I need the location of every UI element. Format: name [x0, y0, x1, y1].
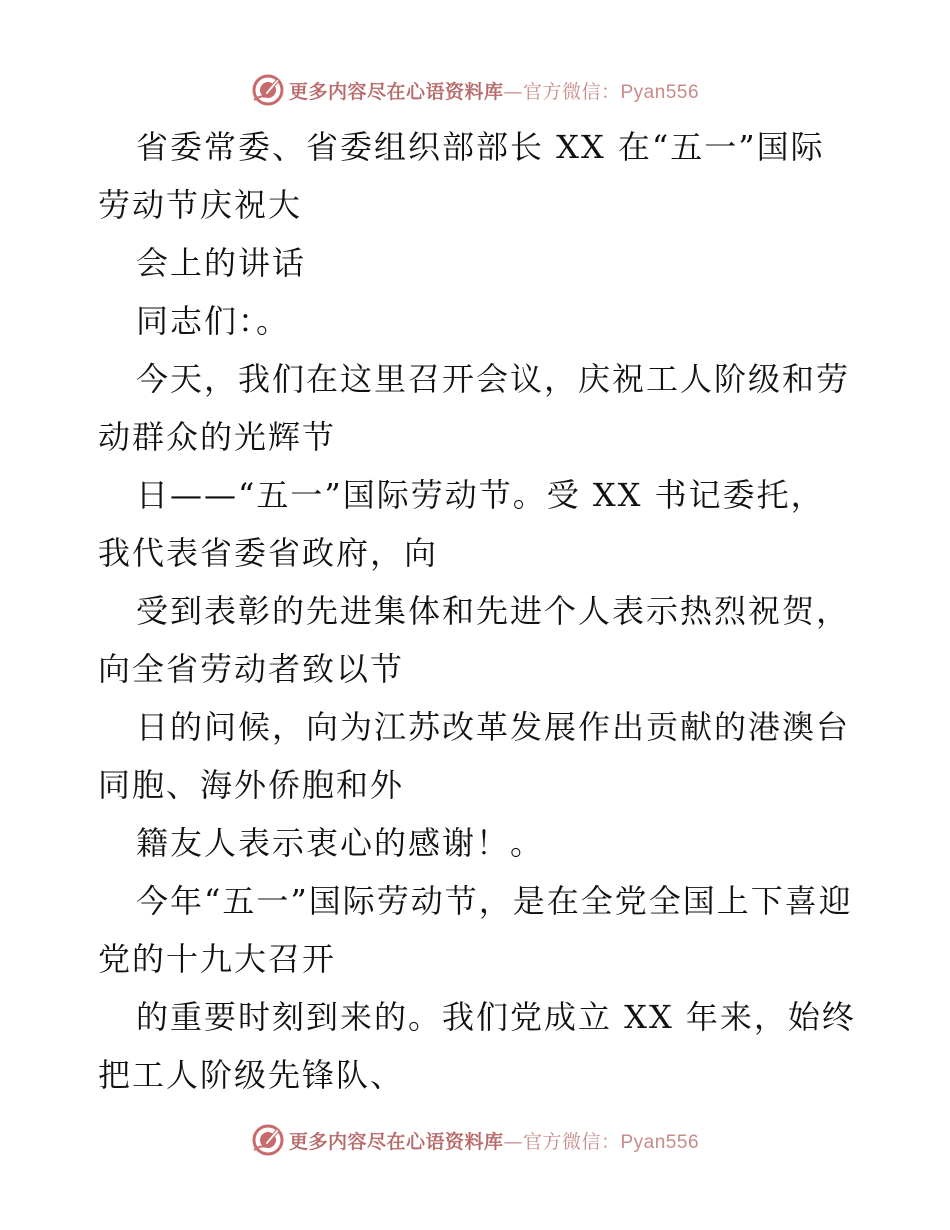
watermark-dash: — — [503, 80, 523, 103]
paragraph-body: 受到表彰的先进集体和先进个人表示热烈祝贺，向全省劳动者致以节 — [98, 592, 851, 688]
footer-watermark — [0, 1120, 950, 1160]
document-body — [98, 118, 858, 1104]
header-watermark — [0, 70, 950, 110]
paragraph-title-line-2: 会上的讲话 — [136, 244, 307, 282]
pen-logo-icon — [251, 73, 285, 107]
paragraph-salutation: 同志们：。 — [136, 302, 291, 340]
watermark-text — [289, 1127, 699, 1154]
paragraph-body: 的重要时刻到来的。我们党成立 XX 年来，始终把工人阶级先锋队、 — [98, 998, 856, 1094]
watermark-dash: — — [503, 1130, 523, 1153]
watermark-main: 更多内容尽在心语资料库 — [288, 80, 504, 103]
watermark-official: 官方微信： — [522, 80, 621, 103]
paragraph-body: 日的问候，向为江苏改革发展作出贡献的港澳台同胞、海外侨胞和外 — [98, 708, 851, 804]
watermark-text — [289, 77, 699, 104]
pen-logo-icon — [251, 1123, 285, 1157]
watermark-main: 更多内容尽在心语资料库 — [288, 1130, 504, 1153]
paragraph-body: 籍友人表示衷心的感谢！。 — [136, 824, 545, 862]
watermark-official: 官方微信： — [522, 1130, 621, 1153]
watermark-handle: Pyan556 — [620, 1131, 700, 1153]
paragraph-body: 今年“五一”国际劳动节，是在全党全国上下喜迎党的十九大召开 — [98, 882, 853, 978]
paragraph-body: 今天，我们在这里召开会议，庆祝工人阶级和劳动群众的光辉节 — [98, 360, 851, 456]
paragraph-body: 日——“五一”国际劳动节。受 XX 书记委托，我代表省委省政府，向 — [98, 476, 825, 572]
watermark-handle: Pyan556 — [620, 81, 700, 103]
paragraph-title-line-1: 省委常委、省委组织部部长 XX 在“五一”国际劳动节庆祝大 — [98, 128, 825, 224]
